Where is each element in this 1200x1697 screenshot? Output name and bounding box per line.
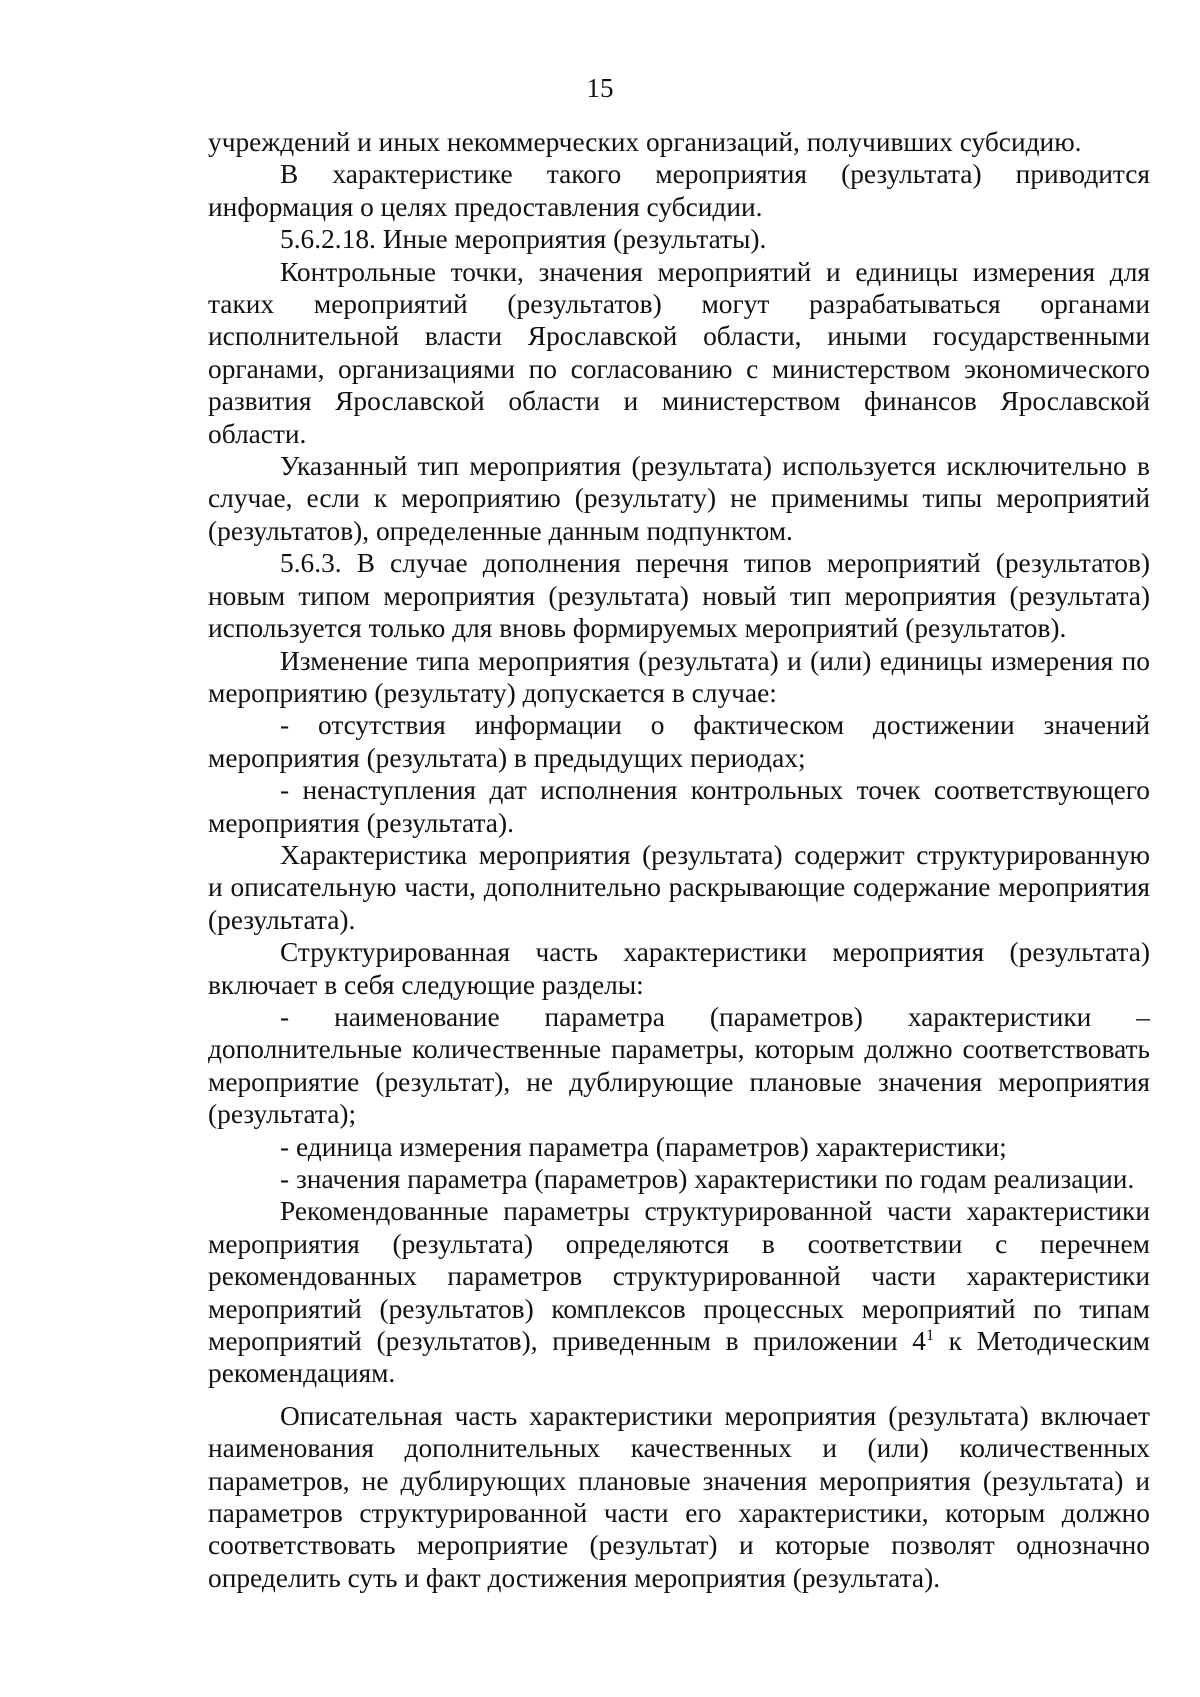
section-heading: 5.6.2.18. Иные мероприятия (результаты). xyxy=(280,224,767,255)
paragraph: Описательная часть характеристики мероприятия (результата) включает наименования дополнительных качественных и (или) количественных параметров, не дублирующих плановые значения мероприятия (результата) и параметров структурированной части его характеристики, которым должно соответствовать мероприятие (результат) и которые позволят однозначно определить суть и факт достижения мероприятия (результата). xyxy=(208,1400,1150,1593)
list-item: - отсутствия информации о фактическом достижении значений мероприятия (результата) в предыдущих периодах; xyxy=(208,710,1150,773)
paragraph: 5.6.3. В случае дополнения перечня типов мероприятий (результатов) новым типом мероприятия (результата) новый тип мероприятия (результата) используется только для вновь формируемых мероприятий (результатов). xyxy=(208,548,1150,644)
list-item: - значения параметра (параметров) характеристики по годам реализации. xyxy=(280,1164,1135,1194)
footnote-marker: 1 xyxy=(926,1326,934,1344)
paragraph: Указанный тип мероприятия (результата) используется исключительно в случае, если к мероприятию (результату) не применимы типы мероприятий (результатов), определенные данным подпунктом. xyxy=(208,451,1150,546)
document-body xyxy=(208,126,1150,1594)
list-item: - наименование параметра (параметров) характеристики – дополнительные количественные параметры, которым должно соответствовать мероприятие (результат), не дублирующие плановые значения мероприятия (результата); xyxy=(208,1001,1150,1130)
paragraph: Характеристика мероприятия (результата) содержит структурированную и описательную части, дополнительно раскрывающие содержание мероприятия (результата). xyxy=(208,839,1150,935)
paragraph xyxy=(208,1195,1150,1389)
list-item: - единица измерения параметра (параметров) характеристики; xyxy=(280,1131,1007,1162)
paragraph: Структурированная часть характеристики мероприятия (результата) включает в себя следующие разделы: xyxy=(208,937,1150,1000)
paragraph-text: к Методическим рекомендациям. xyxy=(208,1326,1150,1389)
page-number: 15 xyxy=(586,73,614,103)
paragraph: Контрольные точки, значения мероприятий и единицы измерения для таких мероприятий (результатов) могут разрабатываться органами исполнительной власти Ярославской области, иными государственными органами, организациями по согласованию с министерством экономического развития Ярославской области и министерством финансов Ярославской области. xyxy=(208,256,1150,449)
paragraph-text: Рекомендованные параметры структурированной части характеристики мероприятия (результата) определяются в соответствии с перечнем рекомендованных параметров структурированной части характеристики мероприятий (результатов) комплексов процессных мероприятий по типам мероприятий (результатов), приведенным в приложении 4 xyxy=(208,1196,1150,1357)
paragraph: Изменение типа мероприятия (результата) и (или) единицы измерения по мероприятию (результату) допускается в случае: xyxy=(208,645,1150,708)
paragraph: В характеристике такого мероприятия (результата) приводится информация о целях предоставления субсидии. xyxy=(208,159,1150,222)
list-item: - ненаступления дат исполнения контрольных точек соответствующего мероприятия (результата). xyxy=(208,775,1150,838)
paragraph: учреждений и иных некоммерческих организаций, получивших субсидию. xyxy=(208,127,1082,157)
